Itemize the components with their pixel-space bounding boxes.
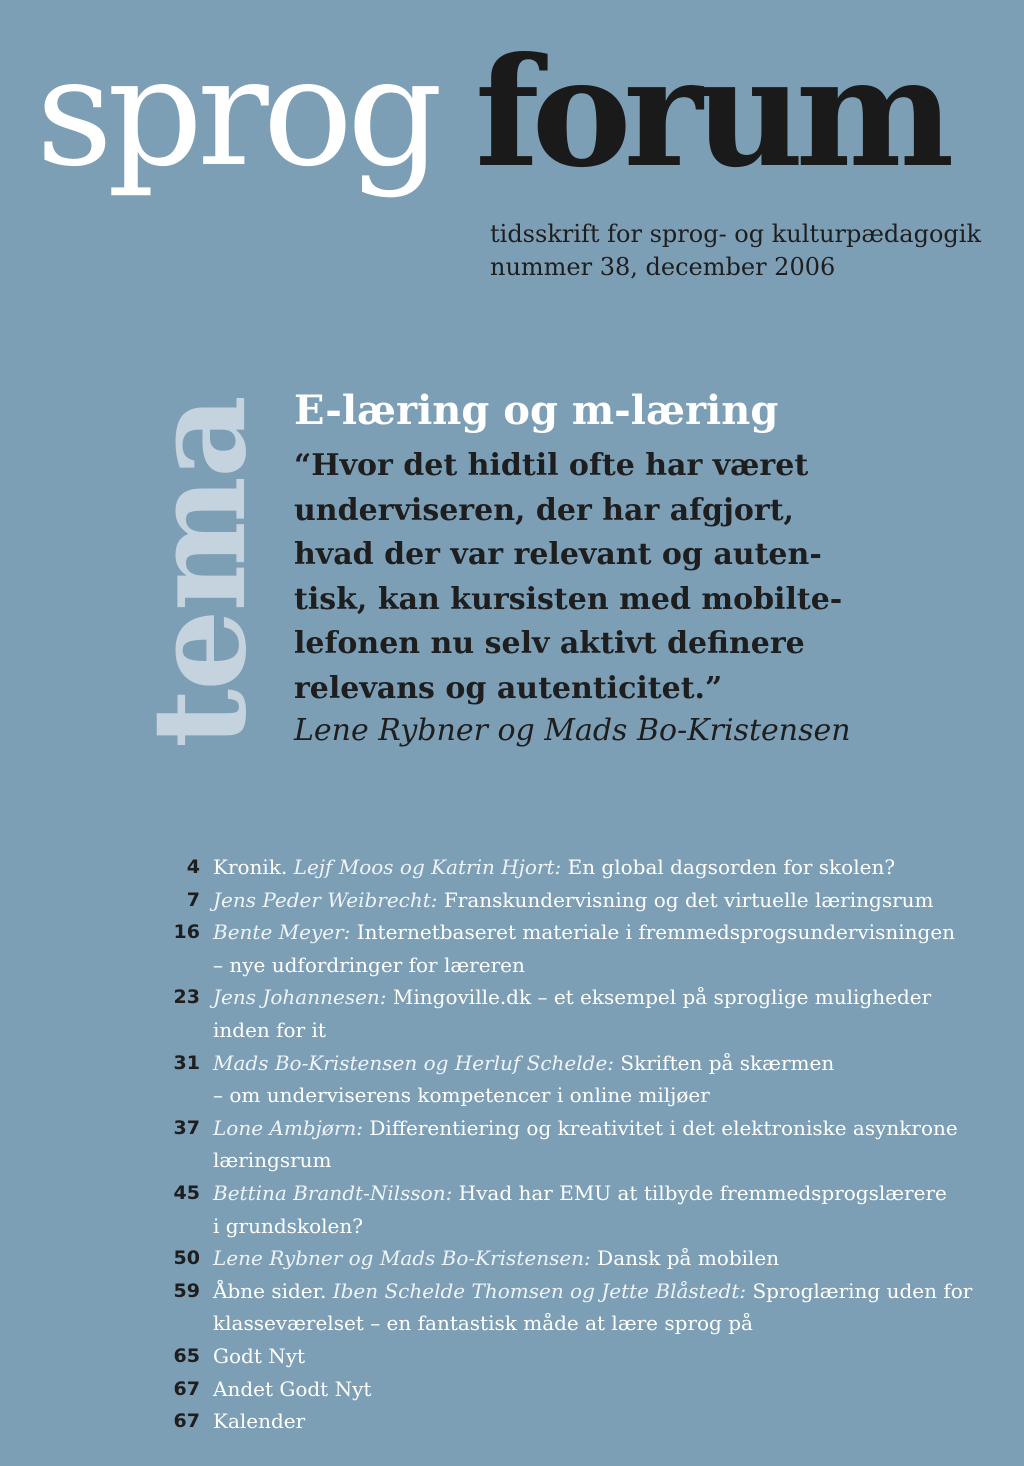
toc-entry-text [213, 1373, 973, 1406]
toc-title-continued: – nye udfordringer for læreren [213, 952, 525, 977]
toc-page-number: 50 [173, 1247, 200, 1270]
toc-title: Skriften på skærmen [614, 1050, 835, 1075]
toc-author: Jens Johannesen: [213, 985, 387, 1010]
toc-author: Bettina Brandt-Nilsson: [213, 1180, 453, 1205]
subtitle-issue: nummer 38, december 2006 [490, 253, 836, 281]
toc-title: Differentiering og kreativitet i det elektroniske asynkrone [363, 1115, 958, 1140]
toc-line [213, 1242, 973, 1275]
toc-page-number: 67 [173, 1410, 200, 1433]
toc-entry-text [213, 981, 973, 1046]
toc-prefix: Kronik. [213, 855, 294, 879]
toc-title: Dansk på mobilen [590, 1246, 780, 1271]
theme-title: E-læring og m-læring [294, 387, 779, 434]
toc-entry [160, 1112, 980, 1177]
toc-entry [160, 884, 980, 917]
toc-title: Hvad har EMU at tilbyde fremmedsprogslærere [452, 1180, 947, 1205]
toc-title: Mingoville.dk – et eksempel på sproglige muligheder [386, 985, 932, 1010]
toc-entry-text [213, 1405, 973, 1438]
toc-page-number: 31 [173, 1051, 200, 1074]
masthead-subtitle [490, 218, 981, 284]
toc-title-continued: læringsrum [213, 1148, 332, 1173]
toc-line [213, 1177, 973, 1210]
toc-line [213, 1047, 973, 1080]
logo-forum: forum [475, 25, 947, 201]
toc-line [213, 851, 973, 884]
quote-line: lefonen nu selv aktivt definere [294, 626, 805, 661]
subtitle-tagline: tidsskrift for sprog- og kulturpædagogik [490, 220, 981, 248]
toc-page-number: 45 [173, 1181, 200, 1204]
toc-author: Bente Meyer: [213, 920, 351, 945]
toc-entry [160, 1047, 980, 1112]
quote-line: tisk, kan kursisten med mobilte- [294, 581, 843, 617]
toc-entry [160, 1340, 980, 1373]
toc-line [213, 884, 973, 917]
toc-title-continued: inden for it [213, 1017, 326, 1042]
toc-title: En global dagsorden for skolen? [561, 855, 896, 879]
toc-page-number: 67 [173, 1377, 200, 1400]
toc-page-number: 16 [173, 921, 200, 944]
toc-entry [160, 1373, 980, 1406]
toc-prefix: Godt Nyt [213, 1343, 306, 1368]
table-of-contents [160, 851, 980, 1438]
quote-line: underviseren, der har afgjort, [294, 492, 794, 528]
toc-page-number: 23 [173, 986, 200, 1009]
toc-line [213, 1373, 973, 1406]
toc-entry [160, 1177, 980, 1242]
toc-entry-text [213, 1047, 973, 1112]
toc-title: Franskundervisning og det virtuelle læringsrum [437, 887, 934, 912]
toc-entry-text [213, 1177, 973, 1242]
toc-entry-text [213, 1340, 973, 1373]
toc-line [213, 1275, 973, 1308]
toc-author: Jens Peder Weibrecht: [213, 887, 438, 912]
quote-line: “Hvor det hidtil ofte har været [294, 448, 809, 483]
toc-entry-text [213, 1275, 973, 1340]
toc-page-number: 7 [186, 888, 200, 911]
toc-title: Sproglæring uden for [746, 1278, 973, 1303]
toc-entry [160, 1275, 980, 1340]
toc-author: Lejf Moos og Katrin Hjort: [293, 855, 562, 879]
toc-title-continued: klasseværelset – en fantastisk måde at lære sprog på [213, 1311, 753, 1336]
toc-entry-text [213, 1112, 973, 1177]
logo-sprog: sprog [36, 26, 438, 200]
toc-page-number: 4 [186, 856, 200, 878]
toc-entry-text [213, 1242, 973, 1275]
toc-entry-text [213, 884, 973, 917]
toc-entry [160, 851, 980, 884]
toc-entry-text [213, 916, 973, 981]
toc-prefix: Kalender [213, 1409, 306, 1434]
toc-author: Iben Schelde Thomsen og Jette Blåstedt: [332, 1278, 747, 1303]
theme-quote [294, 444, 854, 711]
toc-entry [160, 981, 980, 1046]
quote-line: hvad der var relevant og auten- [294, 537, 822, 572]
toc-line [213, 1340, 973, 1373]
toc-line [213, 916, 973, 949]
toc-line [213, 981, 973, 1014]
toc-title: Internetbaseret materiale i fremmedsprogsundervisningen [350, 920, 956, 945]
toc-entry [160, 916, 980, 981]
toc-title-continued: i grundskolen? [213, 1213, 363, 1238]
toc-author: Lone Ambjørn: [213, 1115, 364, 1140]
toc-prefix: Åbne sider. [213, 1278, 333, 1303]
toc-entry [160, 1242, 980, 1275]
quote-author: Lene Rybner og Mads Bo-Kristensen [294, 713, 851, 748]
toc-page-number: 65 [173, 1344, 200, 1367]
toc-prefix: Andet Godt Nyt [213, 1376, 372, 1401]
toc-entry [160, 1405, 980, 1438]
toc-author: Lene Rybner og Mads Bo-Kristensen: [213, 1246, 591, 1271]
quote-line: relevans og autenticitet.” [294, 670, 723, 706]
toc-author: Mads Bo-Kristensen og Herluf Schelde: [213, 1050, 615, 1075]
toc-line [213, 1112, 973, 1145]
toc-line [213, 1405, 973, 1438]
toc-title-continued: – om underviserens kompetencer i online miljøer [213, 1083, 710, 1108]
tema-vertical-label: tema [125, 397, 275, 748]
toc-page-number: 59 [173, 1279, 200, 1302]
toc-entry-text [213, 851, 973, 884]
toc-page-number: 37 [173, 1116, 200, 1139]
